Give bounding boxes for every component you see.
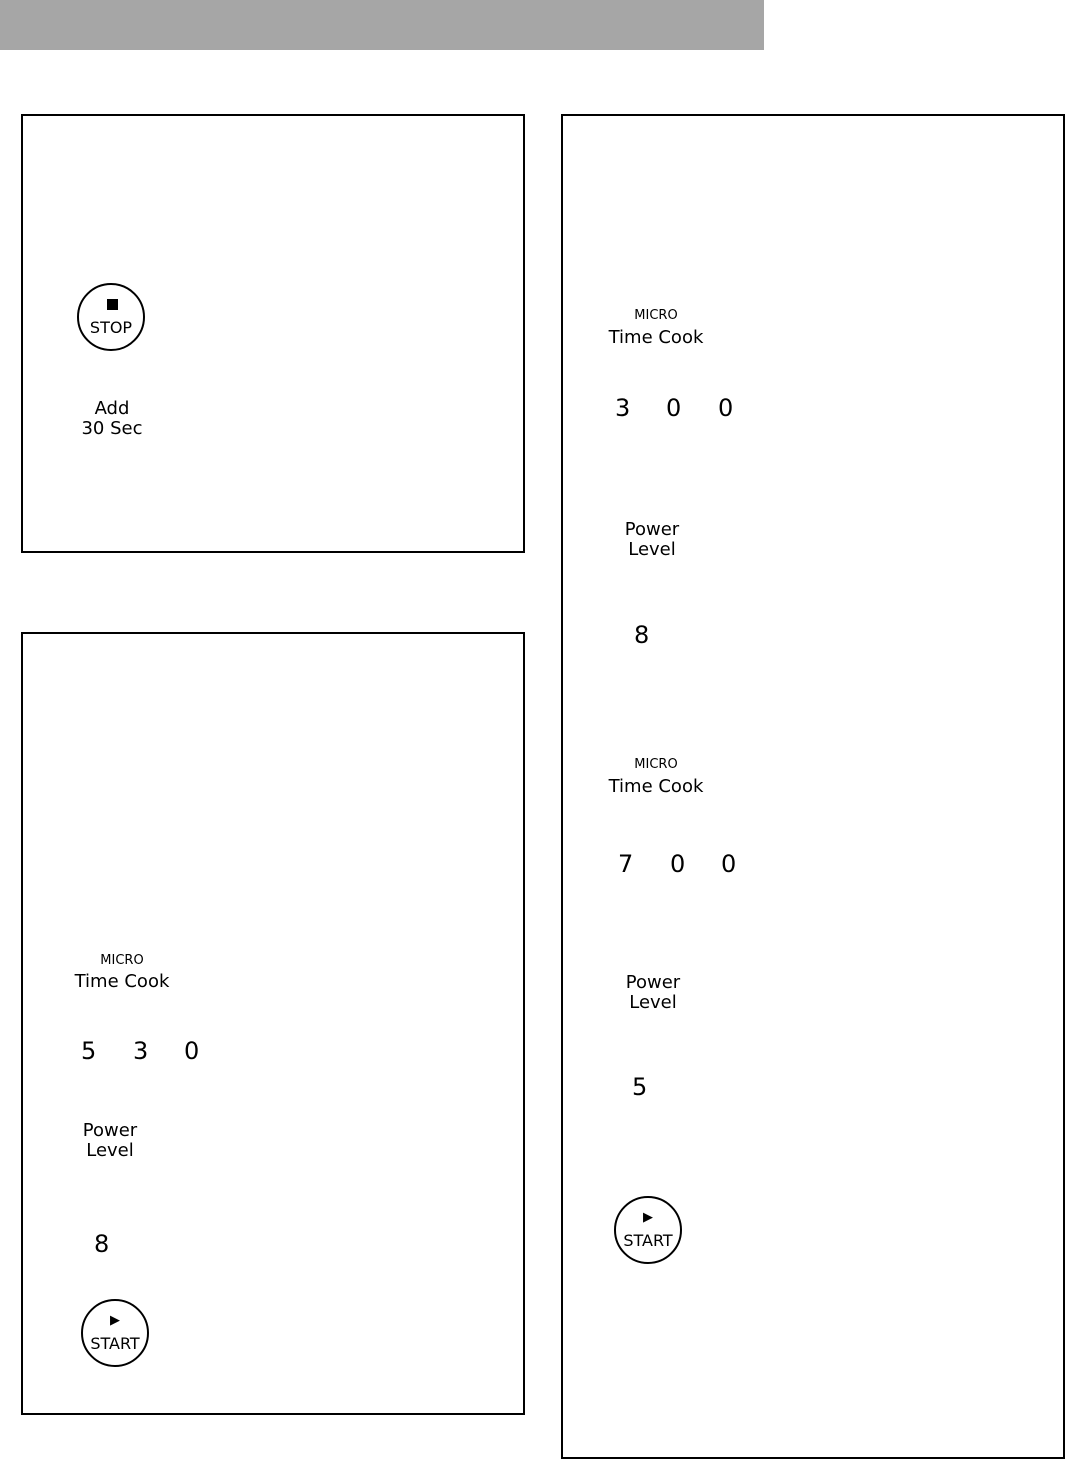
time-cook-label: Time Cook [608, 776, 704, 797]
digit-key[interactable]: 5 [81, 1037, 97, 1065]
time-cook-label: Time Cook [74, 971, 170, 992]
time-cook-label: Time Cook [608, 327, 704, 348]
power-level-button[interactable] [602, 520, 702, 560]
power-digit-key[interactable]: 8 [634, 621, 650, 649]
power-level-line2: Level [629, 992, 677, 1013]
power-digit-key[interactable]: 8 [94, 1230, 110, 1258]
add-30-sec-line2: 30 Sec [81, 418, 143, 439]
start-button-label: START [623, 1231, 673, 1250]
power-level-line1: Power [625, 972, 681, 993]
digit-key[interactable]: 0 [666, 394, 682, 422]
add-30-sec-button[interactable] [62, 399, 162, 439]
digit-key[interactable]: 3 [615, 394, 631, 422]
micro-label: MICRO [634, 308, 678, 323]
panel-two-stage [561, 114, 1065, 1459]
play-icon: ▶ [643, 1210, 653, 1225]
power-level-line1: Power [82, 1120, 138, 1141]
digit-key[interactable]: 7 [618, 850, 634, 878]
digit-key[interactable]: 0 [718, 394, 734, 422]
stop-button[interactable] [77, 283, 145, 351]
add-30-sec-line1: Add [94, 398, 130, 419]
start-button-label: START [90, 1334, 140, 1353]
power-level-button[interactable] [603, 973, 703, 1013]
stop-icon [107, 299, 118, 310]
power-level-line1: Power [624, 519, 680, 540]
header-bar [0, 0, 764, 50]
start-button[interactable] [614, 1196, 682, 1264]
digit-key[interactable]: 0 [721, 850, 737, 878]
digit-key[interactable]: 3 [133, 1037, 149, 1065]
power-digit-key[interactable]: 5 [632, 1073, 648, 1101]
stop-button-label: STOP [89, 318, 133, 337]
power-level-line2: Level [628, 539, 676, 560]
power-level-line2: Level [86, 1140, 134, 1161]
digit-key[interactable]: 0 [670, 850, 686, 878]
digit-key[interactable]: 0 [184, 1037, 200, 1065]
start-button[interactable] [81, 1299, 149, 1367]
play-icon: ▶ [110, 1313, 120, 1328]
power-level-button[interactable] [60, 1121, 160, 1161]
micro-label: MICRO [634, 757, 678, 772]
panel-single-stage [21, 632, 525, 1415]
panel-stop-add30 [21, 114, 525, 553]
micro-label: MICRO [100, 953, 144, 968]
